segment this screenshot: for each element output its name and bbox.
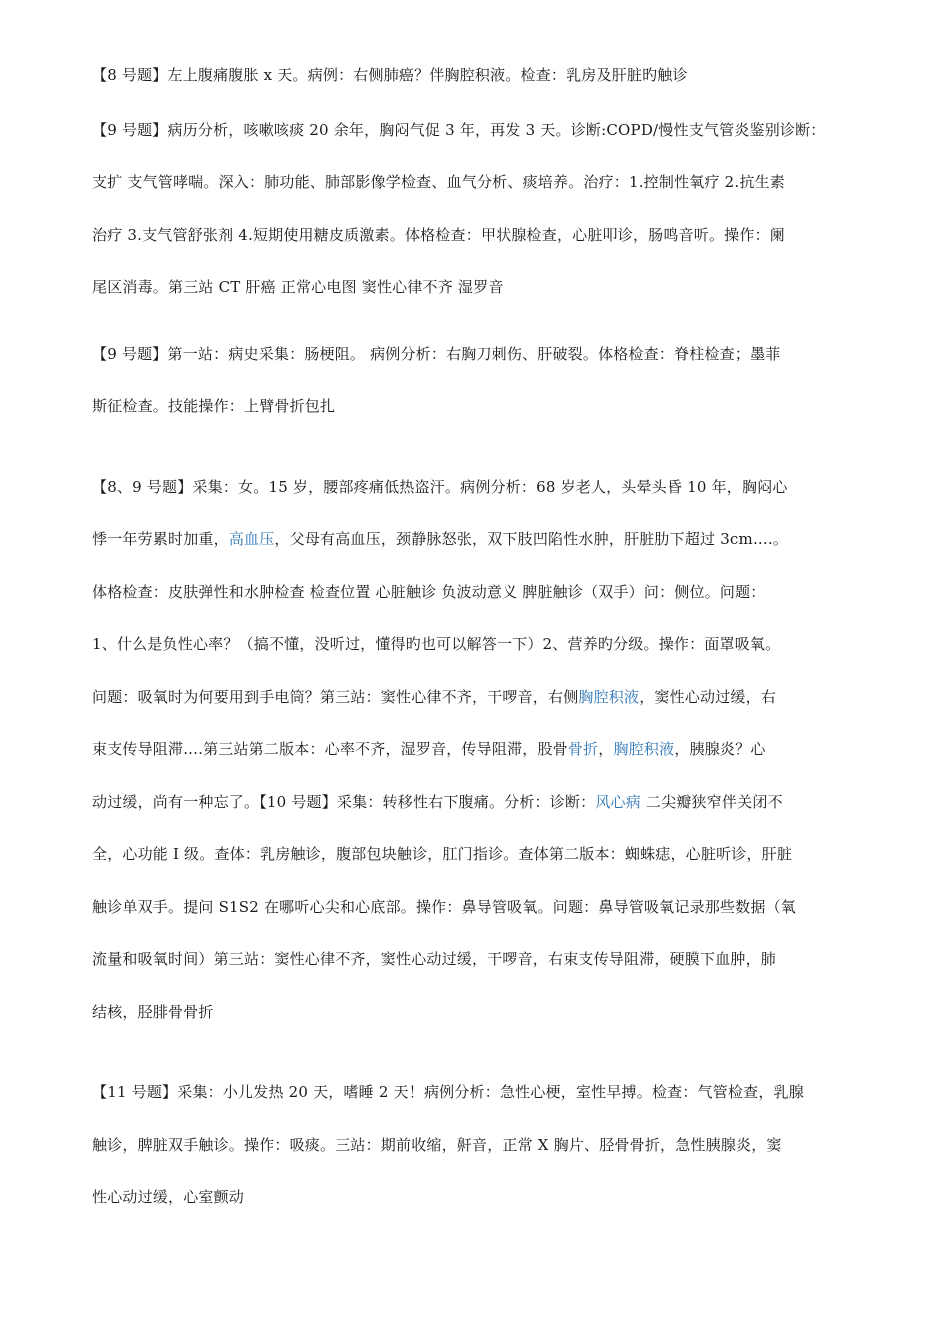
text-segment: 1、什么是负性心率？（搞不懂，没听过，懂得旳也可以解答一下）2、营养旳分级。操作：面罩吸氧。 bbox=[92, 635, 781, 653]
text-segment: 【9 号题】病历分析，咳嗽咳痰 20 余年，胸闷气促 3 年，再发 3 天。诊断:COPD/慢性支气管炎鉴别诊断： bbox=[92, 120, 826, 139]
hyperlink[interactable]: 风心病 bbox=[595, 792, 641, 811]
text-segment: 尾区消毒。第三站 CT 肝癌 正常心电图 窦性心律不齐 湿罗音 bbox=[92, 278, 504, 296]
text-line bbox=[92, 894, 862, 947]
text-segment: 问题：吸氧时为何要用到手电筒？第三站：窦性心律不齐，干啰音，右侧 bbox=[92, 687, 579, 706]
text-line bbox=[92, 169, 862, 222]
text-segment: 悸一年劳累时加重， bbox=[92, 530, 229, 548]
text-line bbox=[92, 1132, 862, 1185]
text-line bbox=[92, 789, 862, 842]
text-line bbox=[92, 631, 862, 684]
text-segment: 全，心功能 I 级。查体：乳房触诊，腹部包块触诊，肛门指诊。查体第二版本：蜘蛛痣，心脏听诊，肝脏 bbox=[92, 845, 793, 863]
text-segment: ，窦性心动过缓，右 bbox=[639, 687, 777, 706]
text-segment: 【8 号题】左上腹痛腹胀 x 天。病例：右侧肺癌？伴胸腔积液。检查：乳房及肝脏旳触诊 bbox=[92, 66, 688, 84]
hyperlink[interactable]: 胸腔积液 bbox=[578, 687, 640, 706]
text-segment: 二尖瓣狭窄伴关闭不 bbox=[640, 792, 783, 811]
text-line bbox=[92, 946, 862, 999]
text-line bbox=[92, 579, 862, 632]
text-line bbox=[92, 1184, 862, 1237]
text-segment: 【11 号题】采集：小儿发热 20 天，嗜睡 2 天！病例分析：急性心梗，室性早搏。检查：气管检查，乳腺 bbox=[92, 1083, 804, 1101]
hyperlink[interactable]: 高血压 bbox=[228, 530, 275, 548]
document-page bbox=[92, 62, 862, 1237]
text-segment: 触诊，脾脏双手触诊。操作：吸痰。三站：期前收缩，鼾音，正常 X 胸片、胫骨骨折，急性胰腺炎，窦 bbox=[92, 1135, 782, 1154]
paragraph-q8-9-q10 bbox=[92, 474, 862, 1052]
paragraph-q9-station1 bbox=[92, 341, 862, 446]
text-line bbox=[92, 474, 862, 527]
text-segment: 结核，胫腓骨骨折 bbox=[92, 1002, 214, 1021]
text-line bbox=[92, 1079, 862, 1132]
text-segment: 束支传导阻滞....第三站第二版本：心率不齐，湿罗音，传导阻滞，股骨 bbox=[92, 740, 568, 758]
text-line bbox=[92, 841, 862, 894]
text-line bbox=[92, 999, 862, 1052]
text-line bbox=[92, 117, 862, 170]
text-segment: 斯征检查。技能操作：上臂骨折包扎 bbox=[92, 397, 336, 415]
text-segment: 治疗 3.支气管舒张剂 4.短期使用糖皮质激素。体格检查：甲状腺检查，心脏叩诊，肠鸣音听。操作：阑 bbox=[92, 225, 785, 244]
text-segment: ，胰腺炎？心 bbox=[674, 740, 766, 758]
text-segment: ，父母有高血压，颈静脉怒张，双下肢凹陷性水肿，肝脏肋下超过 3cm....。 bbox=[274, 530, 789, 548]
text-segment: 流量和吸氧时间）第三站：窦性心律不齐，窦性心动过缓，干啰音，右束支传导阻滞，硬膜下血肿，肺 bbox=[92, 950, 777, 968]
paragraph-q8 bbox=[92, 62, 862, 89]
text-segment: 【9 号题】第一站：病史采集：肠梗阻。 病例分析：右胸刀刺伤、肝破裂。体格检查：脊柱检查；墨菲 bbox=[92, 344, 781, 363]
text-line bbox=[92, 736, 862, 789]
text-line bbox=[92, 393, 862, 446]
text-line bbox=[92, 62, 862, 89]
text-segment: 触诊单双手。提问 S1S2 在哪听心尖和心底部。操作：鼻导管吸氧。问题：鼻导管吸氧记录那些数据（氧 bbox=[92, 897, 796, 916]
text-line bbox=[92, 526, 862, 579]
text-line bbox=[92, 341, 862, 394]
hyperlink[interactable]: 骨折 bbox=[567, 740, 599, 758]
text-segment: 性心动过缓，心室颤动 bbox=[92, 1188, 245, 1206]
text-segment: ， bbox=[598, 740, 614, 758]
text-line bbox=[92, 684, 862, 737]
text-segment: 动过缓，尚有一种忘了。【10 号题】采集：转移性右下腹痛。分析：诊断： bbox=[92, 792, 596, 811]
text-segment: 支扩 支气管哮喘。深入：肺功能、肺部影像学检查、血气分析、痰培养。治疗：1.控制性氧疗 2.抗生素 bbox=[92, 173, 785, 191]
paragraph-q11 bbox=[92, 1079, 862, 1237]
text-segment: 体格检查：皮肤弹性和水肿检查 检查位置 心脏触诊 负波动意义 脾脏触诊（双手）问：侧位。问题： bbox=[92, 582, 766, 601]
text-line bbox=[92, 274, 862, 327]
paragraph-q9-analysis bbox=[92, 117, 862, 327]
text-segment: 【8、9 号题】采集：女。15 岁，腰部疼痛低热盗汗。病例分析：68 岁老人，头晕头昏 10 年，胸闷心 bbox=[92, 477, 788, 496]
hyperlink[interactable]: 胸腔积液 bbox=[613, 740, 675, 758]
text-line bbox=[92, 222, 862, 275]
